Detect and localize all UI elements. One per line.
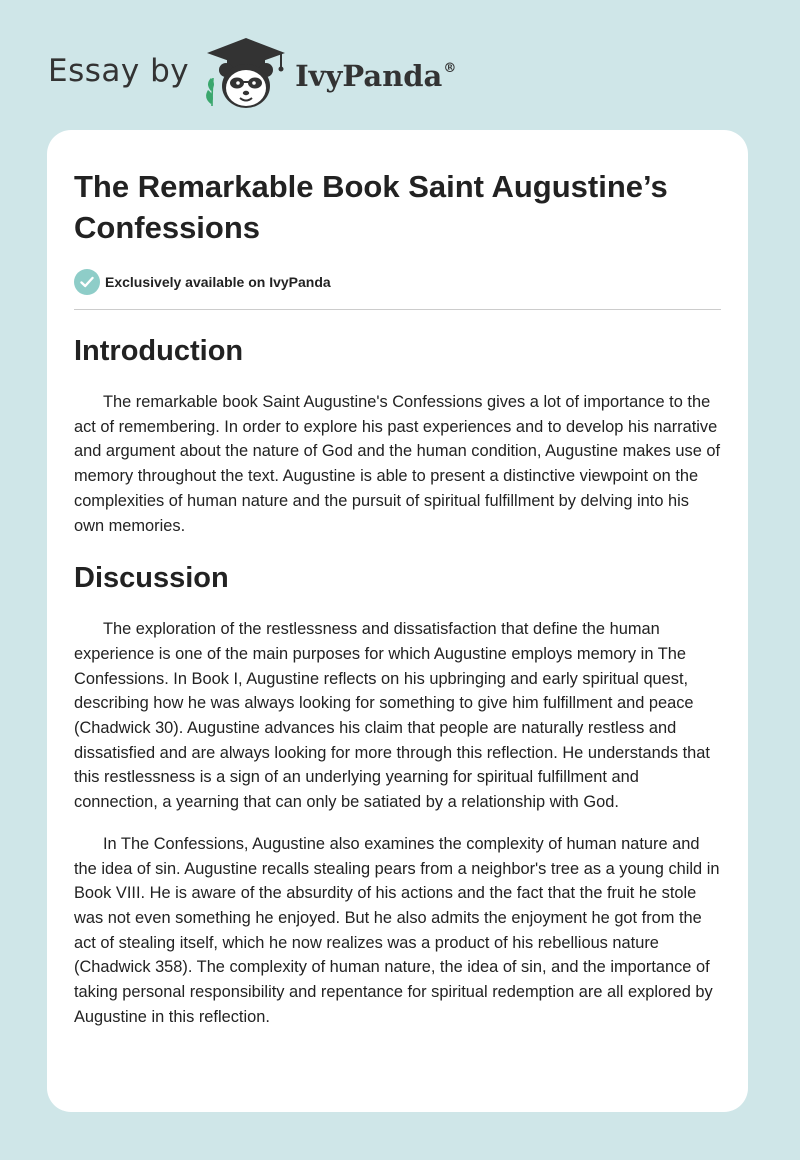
check-circle-icon xyxy=(74,269,100,295)
essay-card xyxy=(47,130,748,1112)
introduction-paragraph: The remarkable book Saint Augustine's Confessions gives a lot of importance to the act of remembering. In order to explore his past experiences and to develop his narrative and argument about the nature of God and the human condition, Augustine makes use of memory throughout the text. Augustine is able to present a distinctive viewpoint on the complexities of human nature and the pursuit of spiritual fulfillment by delving into his own memories. xyxy=(74,393,721,535)
title-divider xyxy=(74,309,721,310)
discussion-paragraph-1: The exploration of the restlessness and dissatisfaction that define the human experience is one of the main purposes for which Augustine employs memory in The Confessions. In Book I, Augustine reflects on his upbringing and early spiritual quest, describing how he was always looking for something to give him fulfillment and peace (Chadwick 30). Augustine advances his claim that people are naturally restless and dissatisfied and are always looking for more through this reflection. He understands that this restlessness is a sign of an underlying yearning for spiritual fulfillment and connection, a yearning that can only be satiated by a relationship with God. xyxy=(74,620,710,812)
site-header xyxy=(48,34,456,114)
section-heading-introduction: Introduction xyxy=(74,335,244,367)
essay-by-label: Essay by xyxy=(48,53,190,89)
panda-graduate-logo-icon xyxy=(203,36,289,112)
section-heading-discussion: Discussion xyxy=(74,562,229,595)
registered-mark: ® xyxy=(443,61,457,76)
badge-label: Exclusively available on IvyPanda xyxy=(105,274,331,290)
brand-name: IvyPanda® xyxy=(295,59,457,93)
essay-title: The Remarkable Book Saint Augustine’s Confessions xyxy=(74,169,668,245)
exclusive-badge xyxy=(74,268,721,296)
discussion-paragraph-2: In The Confessions, Augustine also examines the complexity of human nature and the idea of sin. Augustine recalls stealing pears from a neighbor's tree as a young child in Book VIII. He is aware of the absurdity of his actions and the fact that the fruit he stole was not even something he enjoyed. But he also admits the enjoyment he got from the act of stealing itself, which he now realizes was a product of his rebellious nature (Chadwick 358). The complexity of human nature, the idea of sin, and the importance of taking personal responsibility and repentance for spiritual redemption are all explored by Augustine in this reflection. xyxy=(74,834,720,1026)
